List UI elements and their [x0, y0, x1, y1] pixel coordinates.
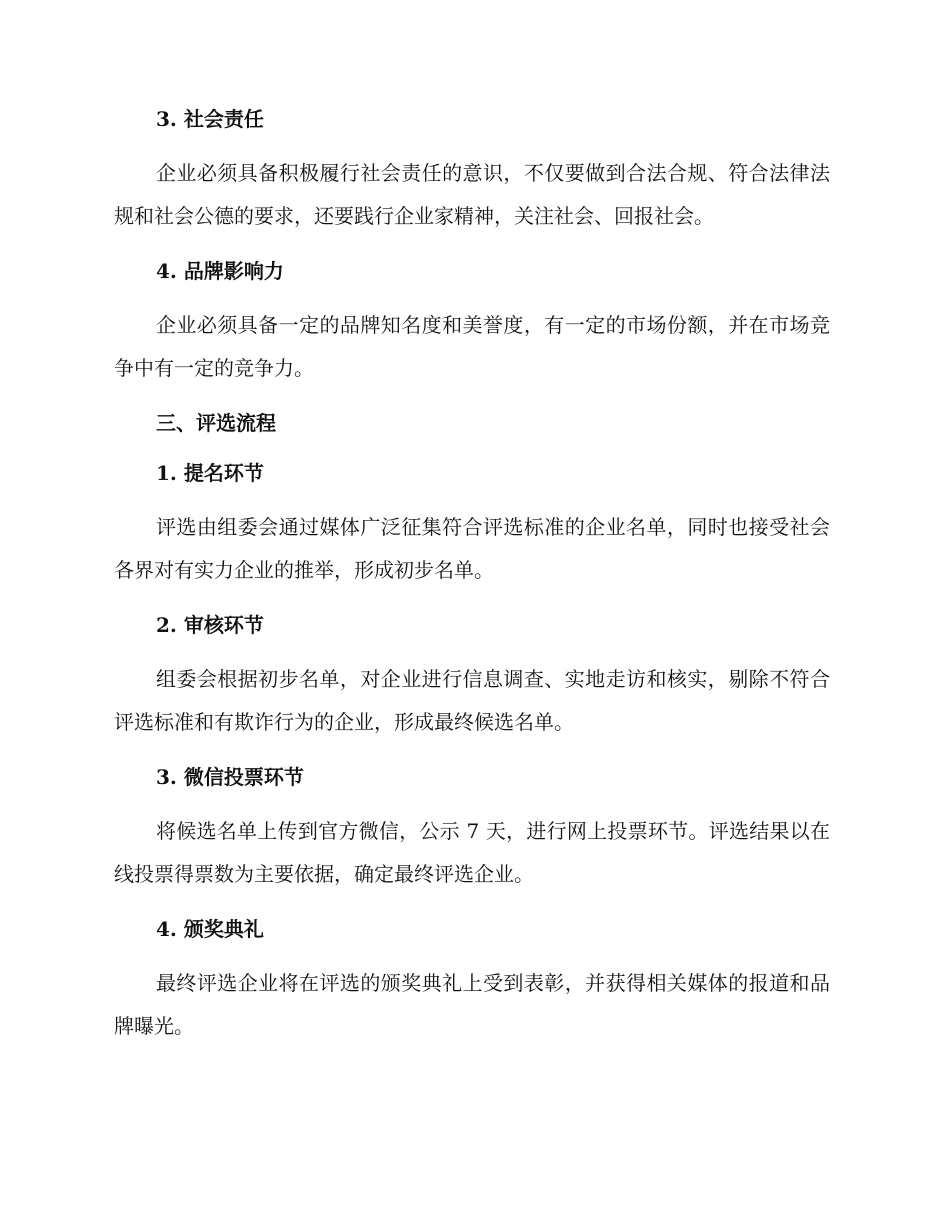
section-heading-brand-influence: 4. 品牌影响力	[156, 259, 284, 283]
paragraph-review: 组委会根据初步名单，对企业进行信息调查、实地走访和核实，剔除不符合评选标准和有欺诈行为的企业，形成最终候选名单。	[114, 667, 830, 734]
section-heading-award-ceremony: 4. 颁奖典礼	[156, 917, 264, 941]
document-page	[114, 104, 830, 1048]
section-heading-review: 2. 审核环节	[156, 613, 264, 637]
section-heading-wechat-voting: 3. 微信投票环节	[156, 765, 304, 789]
section-heading-social-responsibility: 3. 社会责任	[156, 107, 264, 131]
paragraph-social-responsibility: 企业必须具备积极履行社会责任的意识，不仅要做到合法合规、符合法律法规和社会公德的要求，还要践行企业家精神，关注社会、回报社会。	[114, 161, 830, 228]
paragraph-wechat-voting: 将候选名单上传到官方微信，公示 7 天，进行网上投票环节。评选结果以在线投票得票数为主要依据，确定最终评选企业。	[114, 819, 830, 886]
section-heading-nomination: 1. 提名环节	[156, 461, 264, 485]
paragraph-nomination: 评选由组委会通过媒体广泛征集符合评选标准的企业名单，同时也接受社会各界对有实力企业的推举，形成初步名单。	[114, 515, 830, 582]
chapter-heading-selection-process: 三、评选流程	[156, 411, 276, 435]
paragraph-award-ceremony: 最终评选企业将在评选的颁奖典礼上受到表彰，并获得相关媒体的报道和品牌曝光。	[114, 971, 830, 1038]
paragraph-brand-influence: 企业必须具备一定的品牌知名度和美誉度，有一定的市场份额，并在市场竞争中有一定的竞争力。	[114, 313, 830, 380]
